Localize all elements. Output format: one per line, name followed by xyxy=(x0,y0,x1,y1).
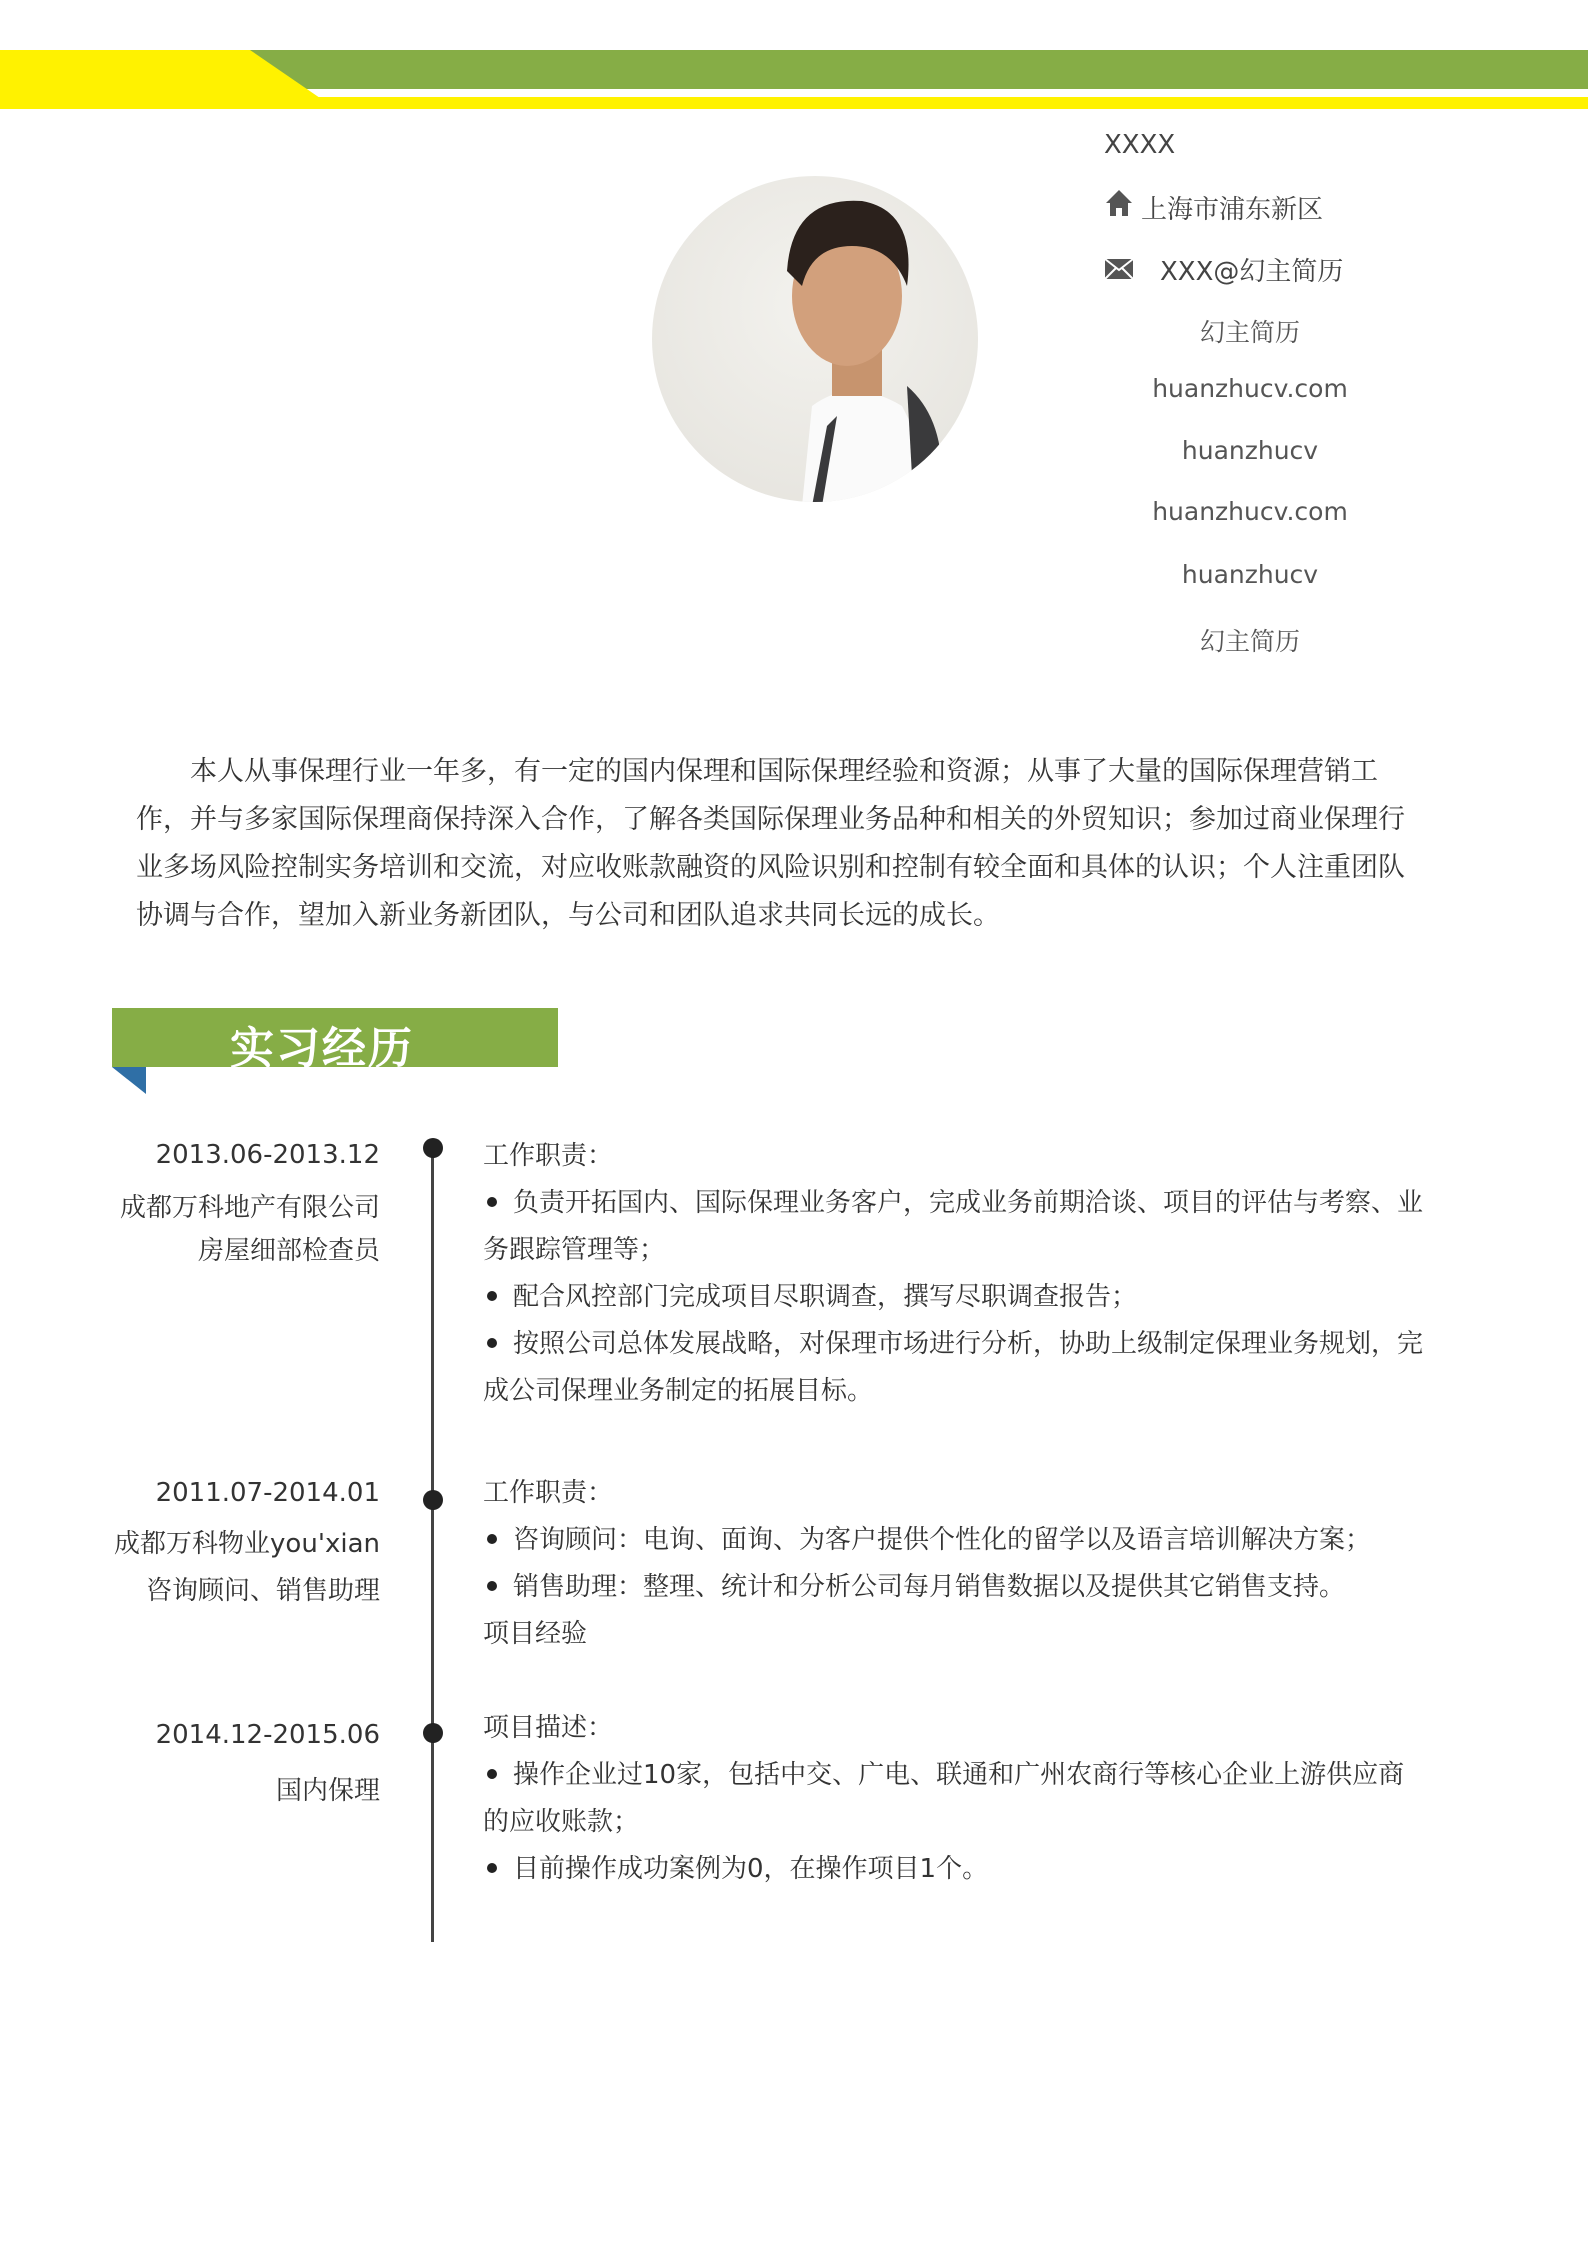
entry-heading: 工作职责： xyxy=(483,1141,614,1171)
entry-details xyxy=(483,1133,1423,1415)
bullet-item xyxy=(483,1846,1423,1893)
entry-company: 国内保理 xyxy=(275,1776,380,1806)
contact-line: huanzhucv xyxy=(1181,436,1319,465)
entry-details xyxy=(483,1470,1423,1658)
bullet-text: 目前操作成功案例为0，在操作项目1个。 xyxy=(513,1854,989,1884)
bullet-icon xyxy=(487,1581,497,1591)
timeline-dot xyxy=(423,1490,443,1510)
bullet-item xyxy=(483,1517,1423,1564)
self-summary: 本人从事保理行业一年多，有一定的国内保理和国际保理经验和资源；从事了大量的国际保理营销工作，并与多家国际保理商保持深入合作，了解各类国际保理业务品种和相关的外贸知识；参加过商业保理行业多场风险控制实务培训和交流，对应收账款融资的风险识别和控制有较全面和具体的认识；个人注重团队协调与合作，望加入新业务新团队，与公司和团队追求共同长远的成长。 xyxy=(136,756,1405,931)
timeline-dot xyxy=(423,1723,443,1743)
entry-heading: 项目描述： xyxy=(483,1713,614,1743)
contact-line: 幻主简历 xyxy=(1199,627,1300,656)
bullet-icon xyxy=(487,1534,497,1544)
name-text: XXXX xyxy=(1104,130,1176,160)
mail-icon xyxy=(1104,258,1134,284)
bullet-item xyxy=(483,1180,1423,1274)
section-title: 实习经历 xyxy=(230,1023,414,1074)
bullet-icon xyxy=(487,1291,497,1301)
contact-line: 幻主简历 xyxy=(1199,318,1300,347)
entry-date: 2011.07-2014.01 xyxy=(155,1478,380,1508)
timeline-line xyxy=(431,1145,434,1942)
bullet-text: 咨询顾问：电询、面询、为客户提供个性化的留学以及语言培训解决方案； xyxy=(513,1525,1372,1555)
timeline-dot xyxy=(423,1138,443,1158)
bullet-text: 配合风控部门完成项目尽职调查，撰写尽职调查报告； xyxy=(513,1282,1138,1312)
section-header xyxy=(112,1008,558,1074)
contact-line: huanzhucv.com xyxy=(1152,374,1348,403)
entry-company: 成都万科地产有限公司 xyxy=(119,1193,380,1223)
entry-details xyxy=(483,1705,1423,1893)
bullet-item xyxy=(483,1752,1423,1846)
entry-footer: 项目经验 xyxy=(483,1619,588,1649)
contact-line: huanzhucv xyxy=(1181,560,1319,589)
home-icon xyxy=(1104,188,1134,222)
entry-role: 房屋细部检查员 xyxy=(197,1236,380,1266)
contact-line: huanzhucv.com xyxy=(1152,497,1348,526)
profile-photo xyxy=(652,176,978,502)
email-text[interactable]: XXX@幻主简历 xyxy=(1160,257,1344,287)
section-header-corner xyxy=(112,1067,148,1095)
entry-date: 2013.06-2013.12 xyxy=(155,1140,380,1170)
bullet-item xyxy=(483,1564,1423,1611)
header-yellow-block xyxy=(0,50,340,109)
bullet-text: 负责开拓国内、国际保理业务客户，完成业务前期洽谈、项目的评估与考察、业务跟踪管理等； xyxy=(483,1188,1424,1265)
bullet-icon xyxy=(487,1338,497,1348)
entry-date: 2014.12-2015.06 xyxy=(155,1720,380,1750)
bullet-item xyxy=(483,1274,1423,1321)
bullet-item xyxy=(483,1321,1423,1415)
entry-role: 咨询顾问、销售助理 xyxy=(145,1576,380,1606)
entry-heading: 工作职责： xyxy=(483,1478,614,1508)
bullet-icon xyxy=(487,1863,497,1873)
bullet-icon xyxy=(487,1197,497,1207)
bullet-icon xyxy=(487,1769,497,1779)
bullet-text: 销售助理：整理、统计和分析公司每月销售数据以及提供其它销售支持。 xyxy=(513,1572,1346,1602)
bullet-text: 按照公司总体发展战略，对保理市场进行分析，协助上级制定保理业务规划，完成公司保理业务制定的拓展目标。 xyxy=(483,1329,1424,1406)
entry-company: 成都万科物业you'xian xyxy=(114,1529,380,1559)
bullet-text: 操作企业过10家，包括中交、广电、联通和广州农商行等核心企业上游供应商的应收账款； xyxy=(483,1760,1405,1837)
address-text: 上海市浦东新区 xyxy=(1141,195,1324,225)
